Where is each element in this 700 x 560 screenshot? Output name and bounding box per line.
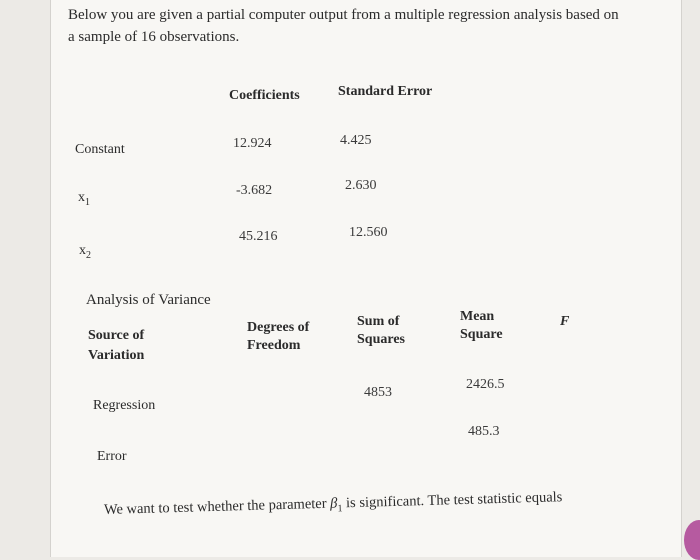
row-x2-label: $x_2$: [79, 243, 91, 261]
anova-regression-ms: 2426.5: [466, 377, 505, 392]
anova-error-ms: 485.3: [468, 424, 500, 439]
anova-error-label: Error: [97, 449, 127, 464]
anova-header-df: Degrees of Freedom: [247, 320, 310, 353]
std-error-header: Standard Error: [338, 84, 433, 99]
row-constant-se: 4.425: [340, 133, 372, 148]
row-constant-label: Constant: [75, 142, 125, 157]
coefficients-header: Coefficients: [229, 88, 300, 103]
row-x2-se: 12.560: [349, 225, 388, 240]
side-tab-handle[interactable]: [684, 520, 700, 560]
row-constant-coef: 12.924: [233, 136, 272, 151]
row-x1-label: $x_1$: [78, 190, 90, 208]
question-intro: Below you are given a partial computer output from a multiple regression analysis based on a sample of 16 observations.: [68, 7, 619, 45]
anova-title: Analysis of Variance: [86, 292, 211, 308]
anova-header-source: Source of Variation: [88, 328, 145, 363]
anova-regression-label: Regression: [93, 398, 156, 413]
question-prompt: We want to test whether the parameter $\beta_1$ is significant. The test statistic equals: [103, 489, 563, 518]
anova-header-f: F: [560, 314, 570, 329]
anova-regression-ss: 4853: [364, 385, 392, 400]
row-x1-coef: -3.682: [236, 183, 273, 198]
anova-header-ss: Sum of Squares: [357, 314, 405, 347]
anova-header-ms: Mean Square: [460, 309, 503, 342]
row-x2-coef: 45.216: [239, 229, 278, 244]
row-x1-se: 2.630: [345, 178, 377, 193]
